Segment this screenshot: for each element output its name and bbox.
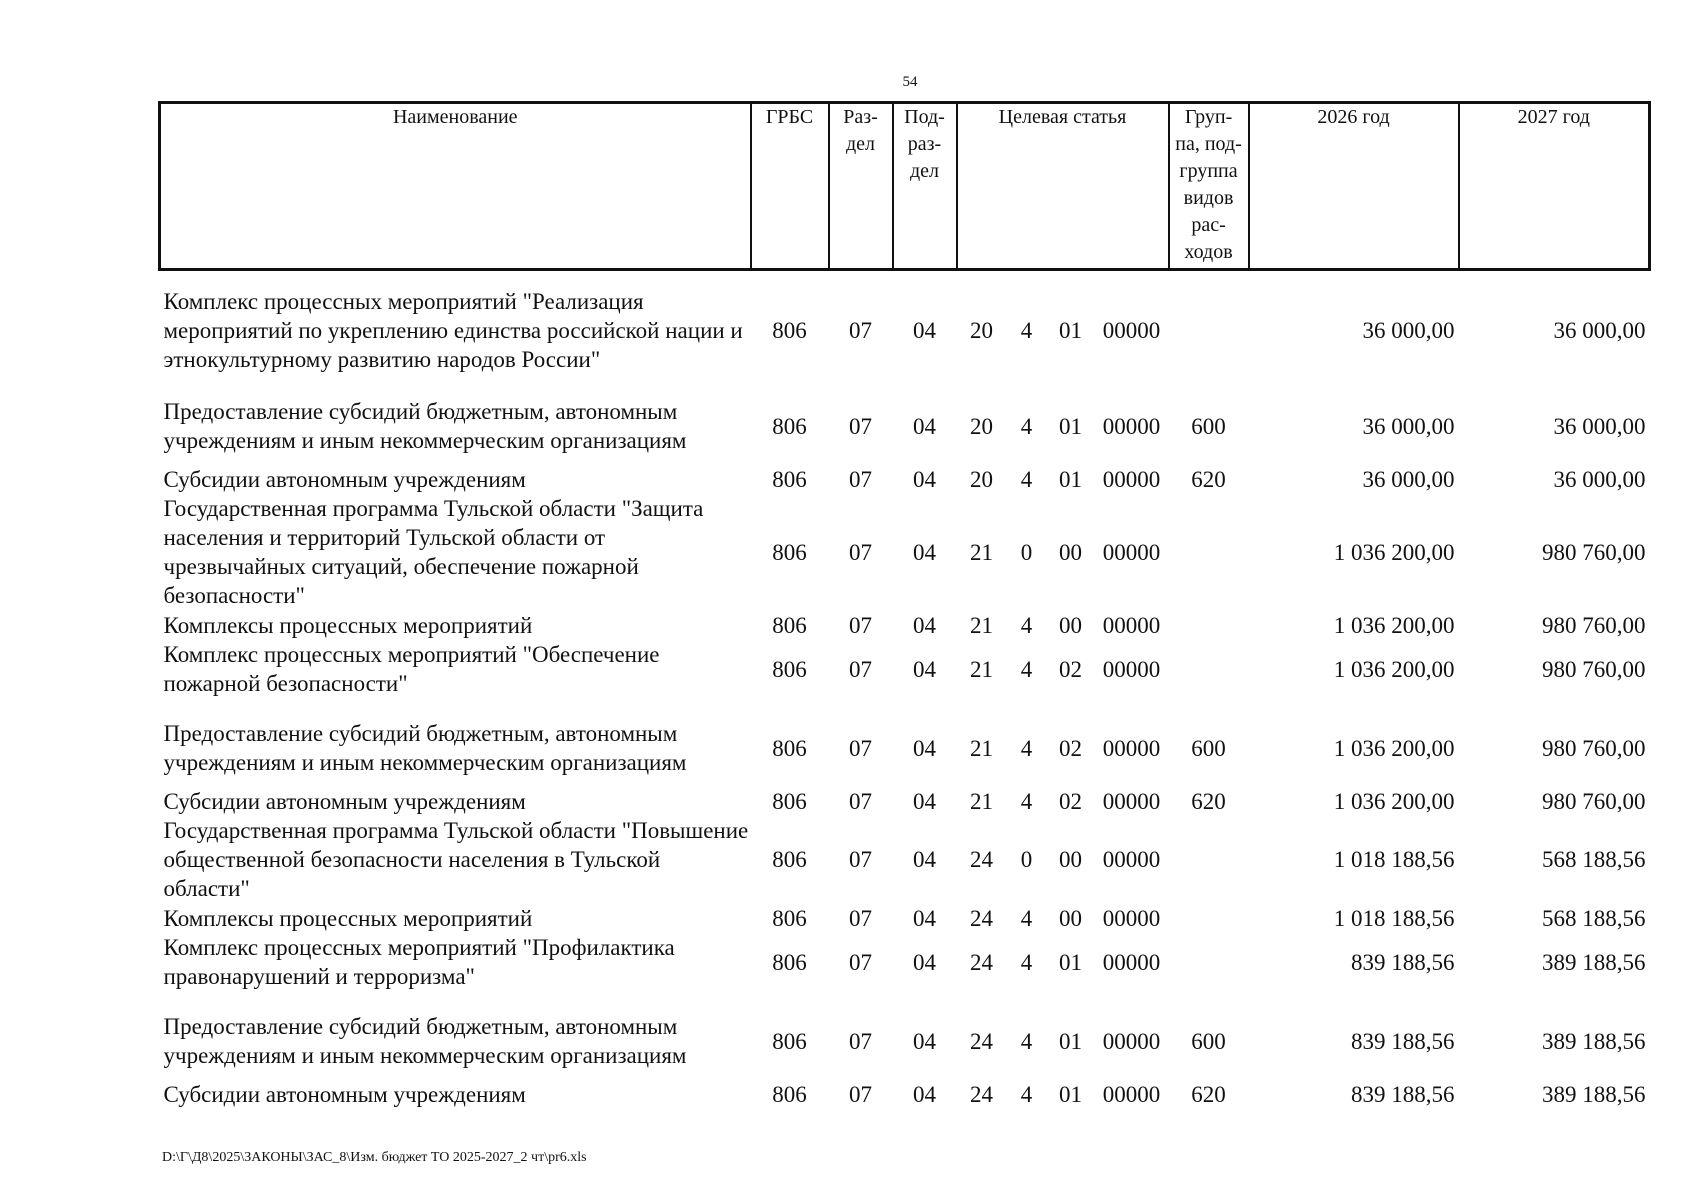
- cell-podrazdel: 04: [913, 612, 936, 638]
- spacer-row: [160, 374, 1650, 396]
- cell-target-direction: 00000: [1102, 1081, 1161, 1107]
- cell-target-subprogram: 02: [1059, 656, 1082, 682]
- table-row: [160, 396, 1650, 456]
- cell-2027: 980 760,00: [1542, 735, 1646, 761]
- spacer-row: [160, 456, 1650, 464]
- table-row: [160, 494, 1650, 610]
- cell-2026: 839 188,56: [1351, 1081, 1455, 1107]
- cell-group: [1169, 903, 1249, 933]
- table-row: [160, 640, 1650, 698]
- cell-target-type: 4: [1020, 1081, 1033, 1107]
- header-2026: [1249, 103, 1459, 270]
- cell-grbs: 806: [772, 612, 807, 638]
- header-target-label: Целевая статья: [998, 106, 1127, 128]
- cell-target-type: 0: [1020, 847, 1033, 872]
- cell-target-subprogram: 00: [1059, 612, 1082, 638]
- cell-name: Государственная программа Тульской области "Защита населения и территорий Тульской области от чрезвычайных ситуаций, обеспечение пожарной безопасности": [163, 496, 704, 608]
- cell-target-subprogram: 01: [1059, 949, 1082, 975]
- cell-target-direction: 00000: [1102, 905, 1161, 931]
- cell-target-direction: 00000: [1102, 656, 1161, 682]
- cell-target-subprogram: 00: [1059, 539, 1082, 565]
- cell-name: Субсидии автономным учреждениям: [163, 466, 526, 492]
- cell-target-type: 4: [1020, 788, 1033, 814]
- cell-grbs: 806: [772, 656, 807, 682]
- cell-target-subprogram: 02: [1059, 735, 1082, 761]
- cell-2027: 568 188,56: [1542, 905, 1646, 931]
- cell-podrazdel: 04: [913, 1028, 936, 1054]
- cell-group: 620: [1191, 1081, 1226, 1107]
- header-name-label: Наименование: [392, 106, 518, 128]
- table-header: [160, 103, 1650, 270]
- cell-podrazdel: 04: [913, 656, 936, 682]
- cell-target-program: 21: [970, 539, 993, 565]
- cell-target-subprogram: 01: [1059, 1028, 1082, 1054]
- cell-podrazdel: 04: [913, 539, 936, 565]
- cell-2026: 1 018 188,56: [1333, 905, 1455, 931]
- table-row: [160, 1079, 1650, 1109]
- header-razdel-label: Раз- дел: [843, 106, 878, 155]
- cell-grbs: 806: [772, 318, 807, 343]
- table-row: [160, 816, 1650, 903]
- cell-name: Субсидии автономным учреждениям: [163, 1081, 526, 1107]
- header-razdel: [829, 103, 893, 270]
- cell-razdel: 07: [849, 1028, 872, 1054]
- cell-grbs: 806: [772, 788, 807, 814]
- cell-razdel: 07: [849, 318, 872, 343]
- table-row: [160, 786, 1650, 816]
- spacer-row: [160, 778, 1650, 786]
- cell-name: Субсидии автономным учреждениям: [163, 788, 526, 814]
- cell-target-type: 4: [1020, 735, 1033, 761]
- cell-target-direction: 00000: [1102, 612, 1161, 638]
- spacer-row: [160, 698, 1650, 718]
- cell-razdel: 07: [849, 539, 872, 565]
- cell-target-program: 21: [970, 656, 993, 682]
- footer-file-path: D:\Г\Д8\2025\ЗАКОНЫ\ЗАС_8\Изм. бюджет ТО 2025-2027_2 чт\pr6.xls: [162, 1150, 587, 1165]
- spacer-row: [160, 991, 1650, 1011]
- cell-podrazdel: 04: [913, 788, 936, 814]
- cell-2026: 1 036 200,00: [1333, 612, 1455, 638]
- cell-2026: 1 036 200,00: [1333, 539, 1455, 565]
- table-body: [160, 270, 1650, 1110]
- table-row: [160, 287, 1650, 374]
- cell-name: Предоставление субсидий бюджетным, автономным учреждениям и иным некоммерческим организациям: [163, 399, 687, 453]
- cell-target-type: 4: [1020, 905, 1033, 931]
- cell-target-type: 4: [1020, 656, 1033, 682]
- cell-target-program: 20: [970, 466, 993, 492]
- cell-target-direction: 00000: [1102, 466, 1161, 492]
- cell-target-subprogram: 00: [1059, 905, 1082, 931]
- cell-2026: 1 036 200,00: [1333, 735, 1455, 761]
- cell-2027: 980 760,00: [1542, 612, 1646, 638]
- cell-2027: 980 760,00: [1542, 656, 1646, 682]
- header-2026-label: 2026 год: [1317, 106, 1390, 128]
- cell-razdel: 07: [849, 735, 872, 761]
- cell-podrazdel: 04: [913, 735, 936, 761]
- cell-name: Комплексы процессных мероприятий: [163, 905, 533, 931]
- cell-target-program: 24: [970, 1081, 993, 1107]
- cell-grbs: 806: [772, 905, 807, 931]
- header-podrazdel: [893, 103, 957, 270]
- cell-target-program: 20: [970, 413, 993, 439]
- table-row: [160, 933, 1650, 991]
- cell-name: Комплекс процессных мероприятий "Профилактика правонарушений и терроризма": [163, 935, 675, 989]
- cell-grbs: 806: [772, 1081, 807, 1107]
- cell-grbs: 806: [772, 735, 807, 761]
- cell-target-subprogram: 01: [1059, 1081, 1082, 1107]
- cell-2027: 36 000,00: [1553, 466, 1646, 492]
- cell-name: Комплексы процессных мероприятий: [163, 612, 533, 638]
- cell-group: [1169, 494, 1249, 610]
- cell-podrazdel: 04: [913, 466, 936, 492]
- cell-grbs: 806: [772, 466, 807, 492]
- cell-razdel: 07: [849, 656, 872, 682]
- cell-group: 600: [1191, 1028, 1226, 1054]
- cell-grbs: 806: [772, 847, 807, 872]
- cell-podrazdel: 04: [913, 847, 936, 872]
- cell-target-type: 4: [1020, 318, 1033, 343]
- cell-group: [1169, 287, 1249, 374]
- table-row: [160, 718, 1650, 778]
- cell-target-type: 4: [1020, 612, 1033, 638]
- header-group: [1169, 103, 1249, 270]
- cell-2026: 1 018 188,56: [1333, 847, 1455, 872]
- cell-razdel: 07: [849, 1081, 872, 1107]
- cell-razdel: 07: [849, 905, 872, 931]
- cell-target-direction: 00000: [1102, 413, 1161, 439]
- header-group-label: Груп- па, под- группа видов рас- ходов: [1175, 106, 1242, 263]
- header-podrazdel-label: Под- раз- дел: [904, 106, 945, 182]
- cell-razdel: 07: [849, 847, 872, 872]
- budget-table: [158, 101, 1651, 1109]
- cell-razdel: 07: [849, 612, 872, 638]
- page-number: 54: [902, 74, 918, 90]
- cell-name: Комплекс процессных мероприятий "Реализация мероприятий по укреплению единства российской нации и этнокультурному развитию народов России": [163, 289, 743, 372]
- cell-group: 620: [1191, 466, 1226, 492]
- cell-name: Предоставление субсидий бюджетным, автономным учреждениям и иным некоммерческим организациям: [163, 721, 687, 775]
- cell-target-direction: 00000: [1102, 949, 1161, 975]
- cell-podrazdel: 04: [913, 1081, 936, 1107]
- cell-target-direction: 00000: [1102, 539, 1161, 565]
- table-row: [160, 1011, 1650, 1071]
- cell-target-subprogram: 01: [1059, 318, 1082, 343]
- cell-grbs: 806: [772, 413, 807, 439]
- cell-target-program: 21: [970, 735, 993, 761]
- cell-2026: 1 036 200,00: [1333, 656, 1455, 682]
- header-grbs-label: ГРБС: [765, 106, 814, 128]
- cell-group: 620: [1191, 788, 1226, 814]
- spacer-row: [160, 1071, 1650, 1079]
- cell-2027: 389 188,56: [1542, 1081, 1646, 1107]
- cell-target-type: 4: [1020, 949, 1033, 975]
- cell-target-subprogram: 00: [1059, 847, 1082, 872]
- header-name: [160, 103, 751, 270]
- cell-group: [1169, 640, 1249, 698]
- cell-target-program: 24: [970, 905, 993, 931]
- cell-2027: 568 188,56: [1542, 847, 1646, 872]
- cell-group: [1169, 933, 1249, 991]
- cell-razdel: 07: [849, 413, 872, 439]
- cell-2026: 839 188,56: [1351, 1028, 1455, 1054]
- spacer-row: [160, 270, 1650, 288]
- cell-2027: 36 000,00: [1553, 413, 1646, 439]
- cell-podrazdel: 04: [913, 413, 936, 439]
- cell-group: 600: [1191, 413, 1226, 439]
- cell-target-subprogram: 01: [1059, 413, 1082, 439]
- cell-target-type: 4: [1020, 1028, 1033, 1054]
- cell-podrazdel: 04: [913, 905, 936, 931]
- cell-2027: 389 188,56: [1542, 949, 1646, 975]
- cell-target-direction: 00000: [1102, 318, 1161, 343]
- cell-2027: 36 000,00: [1553, 318, 1646, 343]
- cell-2026: 36 000,00: [1362, 466, 1455, 492]
- table-row: [160, 464, 1650, 494]
- header-2027-label: 2027 год: [1517, 106, 1590, 128]
- cell-2026: 839 188,56: [1351, 949, 1455, 975]
- cell-2027: 980 760,00: [1542, 539, 1646, 565]
- cell-target-direction: 00000: [1102, 735, 1161, 761]
- cell-2027: 980 760,00: [1542, 788, 1646, 814]
- table-row: [160, 610, 1650, 640]
- cell-target-type: 4: [1020, 413, 1033, 439]
- cell-target-program: 24: [970, 949, 993, 975]
- cell-grbs: 806: [772, 949, 807, 975]
- table-row: [160, 903, 1650, 933]
- cell-2026: 1 036 200,00: [1333, 788, 1455, 814]
- cell-target-type: 0: [1020, 539, 1033, 565]
- cell-grbs: 806: [772, 1028, 807, 1054]
- cell-target-program: 24: [970, 1028, 993, 1054]
- cell-group: [1169, 816, 1249, 903]
- cell-group: [1169, 610, 1249, 640]
- cell-podrazdel: 04: [913, 318, 936, 343]
- cell-name: Предоставление субсидий бюджетным, автономным учреждениям и иным некоммерческим организациям: [163, 1014, 687, 1068]
- cell-target-program: 20: [970, 318, 993, 343]
- cell-target-program: 21: [970, 788, 993, 814]
- cell-2026: 36 000,00: [1362, 318, 1455, 343]
- cell-target-type: 4: [1020, 466, 1033, 492]
- cell-target-direction: 00000: [1102, 1028, 1161, 1054]
- cell-target-direction: 00000: [1102, 788, 1161, 814]
- cell-podrazdel: 04: [913, 949, 936, 975]
- cell-target-program: 21: [970, 612, 993, 638]
- cell-group: 600: [1191, 735, 1226, 761]
- cell-name: Комплекс процессных мероприятий "Обеспечение пожарной безопасности": [163, 642, 660, 696]
- cell-name: Государственная программа Тульской области "Повышение общественной безопасности населения в Тульской области": [163, 818, 749, 901]
- cell-target-subprogram: 02: [1059, 788, 1082, 814]
- cell-razdel: 07: [849, 949, 872, 975]
- header-2027: [1459, 103, 1650, 270]
- cell-2027: 389 188,56: [1542, 1028, 1646, 1054]
- cell-razdel: 07: [849, 466, 872, 492]
- cell-target-program: 24: [970, 847, 993, 872]
- cell-razdel: 07: [849, 788, 872, 814]
- header-grbs: [751, 103, 829, 270]
- cell-target-subprogram: 01: [1059, 466, 1082, 492]
- cell-grbs: 806: [772, 539, 807, 565]
- cell-target-direction: 00000: [1102, 847, 1161, 872]
- header-target: [957, 103, 1169, 270]
- cell-2026: 36 000,00: [1362, 413, 1455, 439]
